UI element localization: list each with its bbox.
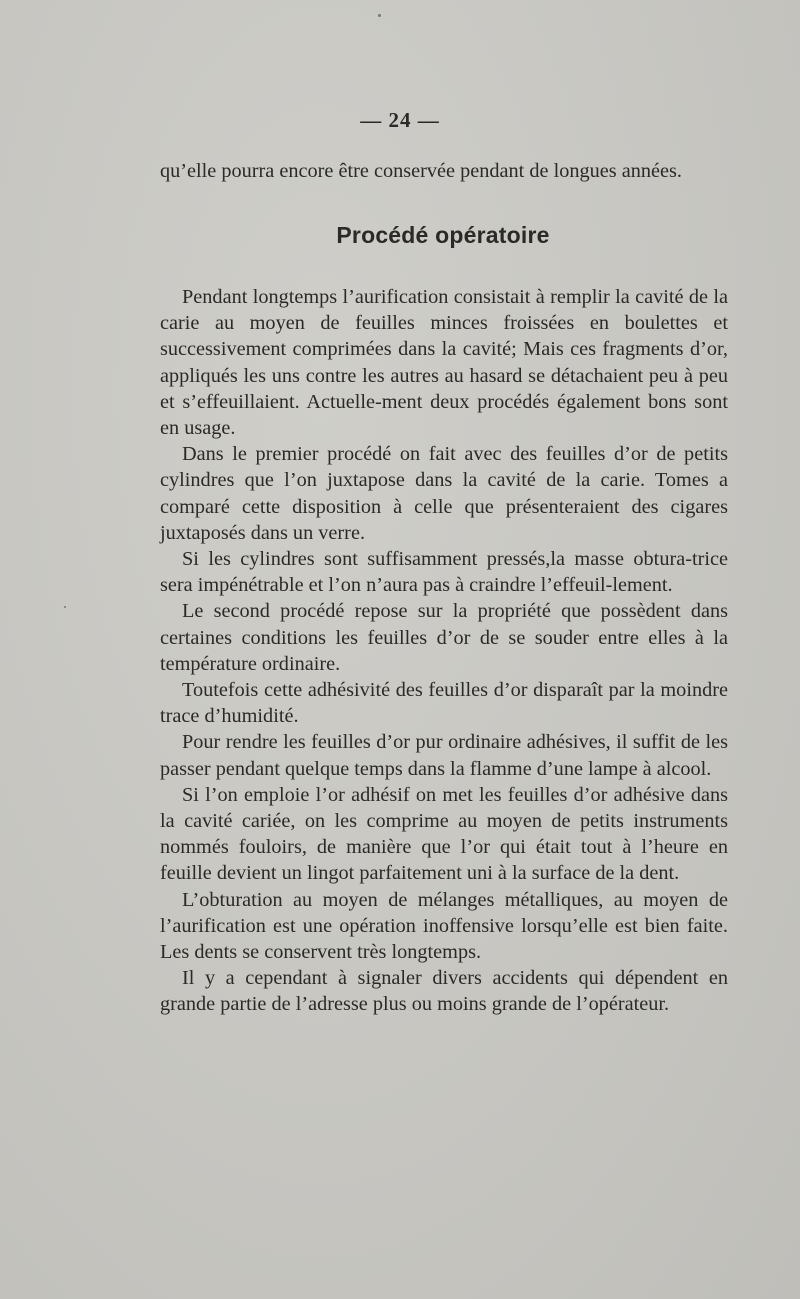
paragraph: Pour rendre les feuilles d’or pur ordinaire adhésives, il suffit de les passer pendant quelque temps dans la flamme d’une lampe à alcool. [160, 731, 728, 780]
intro-paragraph: qu’elle pourra encore être conservée pendant de longues années. [160, 160, 682, 182]
paragraph: Toutefois cette adhésivité des feuilles d’or disparaît par la moindre trace d’humidité. [160, 679, 728, 728]
paragraph: Dans le premier procédé on fait avec des feuilles d’or de petits cylindres que l’on juxtapose dans la cavité de la carie. Tomes a comparé cette disposition à celle que présenteraient des cigares juxtaposés dans un verre. [160, 443, 728, 544]
paragraph: Le second procédé repose sur la propriété que possèdent dans certaines conditions les feuilles d’or de se souder entre elles à la température ordinaire. [160, 600, 728, 675]
intro-text [160, 158, 728, 184]
body-text [160, 284, 728, 1018]
paragraph: Si l’on emploie l’or adhésif on met les feuilles d’or adhésive dans la cavité cariée, on les comprime au moyen de petits instruments nommés fouloirs, de manière que l’or qui était tout à l’heure en feuille devient un lingot parfaitement uni à la surface de la dent. [160, 783, 728, 885]
paper-speck [64, 606, 66, 608]
paper-speck [378, 14, 381, 17]
section-heading: Procédé opératoire [336, 222, 550, 248]
page-number: — 24 — [360, 108, 440, 132]
paragraph: Il y a cependant à signaler divers accidents qui dépendent en grande partie de l’adresse plus ou moins grande de l’opérateur. [160, 967, 728, 1016]
paragraph: Pendant longtemps l’aurification consistait à remplir la cavité de la carie au moyen de feuilles minces froissées en boulettes et successivement comprimées dans la cavité; Mais ces fragments d’or, appliqués les uns contre les autres au hasard se détachaient peu à peu et s’effeuillaient. Actuelle-ment deux procédés également bons sont en usage. [160, 286, 728, 440]
paragraph: L’obturation au moyen de mélanges métalliques, au moyen de l’aurification est une opération inoffensive lorsqu’elle est bien faite. Les dents se conservent très longtemps. [160, 888, 728, 964]
paragraph: Si les cylindres sont suffisamment pressés,la masse obtura-trice sera impénétrable et l’on n’aura pas à craindre l’effeuil-lement. [160, 548, 728, 597]
